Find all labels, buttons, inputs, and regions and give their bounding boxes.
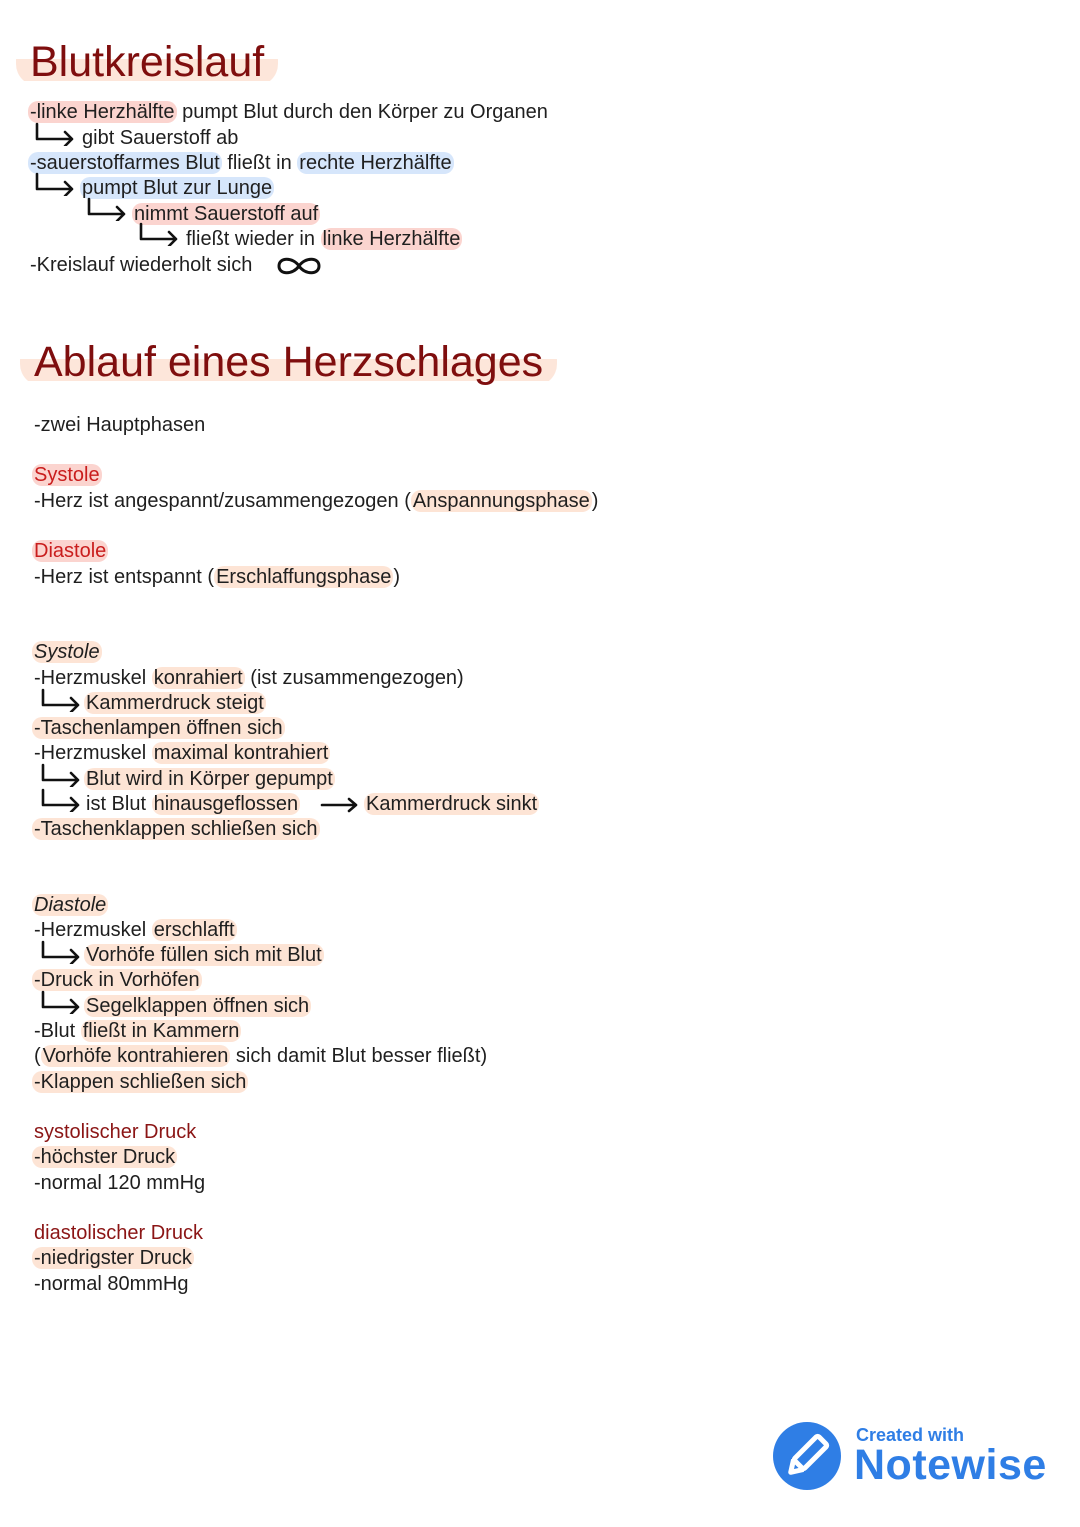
hook-arrow-icon — [40, 763, 82, 787]
subheading-diastole-detail: Diastole — [34, 894, 107, 916]
note-line: Vorhöfe füllen sich mit Blut — [86, 944, 322, 966]
note-line: -Taschenlampen öffnen sich — [34, 717, 283, 739]
hook-arrow-icon — [34, 122, 76, 146]
subheading-systole: Systole — [34, 464, 100, 486]
note-line: -linke Herzhälfte pumpt Blut durch den Körper zu Organen — [30, 101, 548, 123]
notewise-logo — [772, 1421, 1052, 1495]
note-line: Blut wird in Körper gepumpt — [86, 768, 333, 790]
note-line: -normal 120 mmHg — [34, 1172, 206, 1194]
note-line: Segelklappen öffnen sich — [86, 995, 310, 1017]
logo-wordmark: Notewise — [854, 1441, 1047, 1489]
hook-arrow-icon — [138, 222, 180, 246]
note-line: -niedrigster Druck — [34, 1247, 192, 1269]
arrow-right-icon — [320, 796, 360, 814]
note-line: -höchster Druck — [34, 1146, 176, 1168]
note-line: Kammerdruck sinkt — [366, 793, 538, 815]
note-line: -Herzmuskel erschlafft — [34, 919, 235, 941]
hook-arrow-icon — [86, 197, 128, 221]
subheading-systole-detail: Systole — [34, 641, 100, 663]
subheading-systolic-pressure: systolischer Druck — [34, 1121, 197, 1143]
note-line: -zwei Hauptphasen — [34, 414, 206, 436]
pencil-icon — [772, 1421, 842, 1491]
note-line: gibt Sauerstoff ab — [82, 127, 239, 149]
note-line: -Herzmuskel maximal kontrahiert — [34, 742, 329, 764]
note-line: -Herz ist angespannt/zusammengezogen ( Anspannungsphase ) — [34, 490, 599, 512]
note-line: -Blut fließt in Kammern — [34, 1020, 240, 1042]
note-line: fließt wieder in linke Herzhälfte — [186, 228, 461, 250]
note-line: nimmt Sauerstoff auf — [134, 203, 319, 225]
note-line: -normal 80mmHg — [34, 1273, 189, 1295]
section-title-herzschlag: Ablauf eines Herzschlages — [20, 336, 557, 388]
note-line: pumpt Blut zur Lunge — [82, 177, 273, 199]
infinity-icon — [275, 255, 323, 277]
hook-arrow-icon — [40, 688, 82, 712]
hook-arrow-icon — [40, 940, 82, 964]
note-line: -sauerstoffarmes Blut fließt in rechte Herzhälfte — [30, 152, 452, 174]
note-line: -Druck in Vorhöfen — [34, 969, 200, 991]
note-line: ist Blut hinausgeflossen — [86, 793, 299, 815]
subheading-diastole: Diastole — [34, 540, 107, 562]
note-line: -Kreislauf wiederholt sich — [30, 254, 253, 276]
hook-arrow-icon — [40, 990, 82, 1014]
logo-caption: Created with — [856, 1425, 965, 1445]
note-line: -Klappen schließen sich — [34, 1071, 247, 1093]
note-line: -Herzmuskel konrahiert (ist zusammengezogen) — [34, 667, 464, 689]
section-title-blutkreislauf: Blutkreislauf — [16, 36, 278, 88]
subheading-diastolic-pressure: diastolischer Druck — [34, 1222, 203, 1244]
note-line: ( Vorhöfe kontrahieren sich damit Blut besser fließt) — [34, 1045, 488, 1067]
note-line: -Herz ist entspannt ( Erschlaffungsphase ) — [34, 566, 401, 588]
note-line: Kammerdruck steigt — [86, 692, 264, 714]
hook-arrow-icon — [34, 172, 76, 196]
note-line: -Taschenklappen schließen sich — [34, 818, 318, 840]
hook-arrow-icon — [40, 788, 82, 812]
